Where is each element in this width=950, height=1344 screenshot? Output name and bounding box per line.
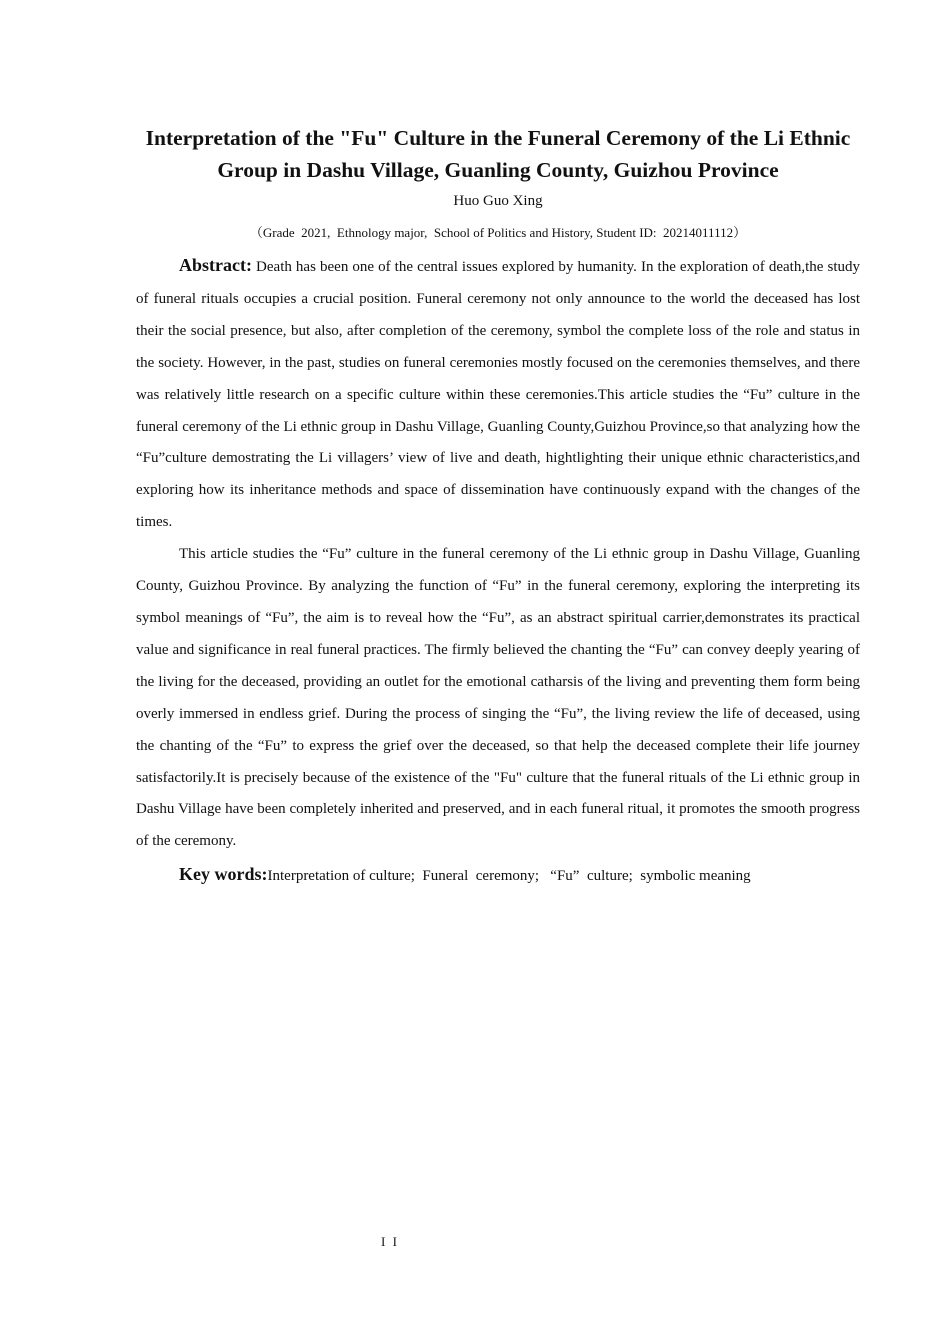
- abstract-label: Abstract:: [179, 255, 252, 275]
- paper-title: Interpretation of the "Fu" Culture in the Funeral Ceremony of the Li Ethnic Group in Dashu Village, Guanling County, Guizhou Province: [145, 126, 851, 182]
- keywords-text: Interpretation of culture; Funeral ceremony; “Fu” culture; symbolic meaning: [267, 868, 751, 885]
- abstract-section: [136, 250, 860, 892]
- abstract-paragraph-2: This article studies the “Fu” culture in the funeral ceremony of the Li ethnic group in Dashu Village, Guanling County, Guizhou Province. By analyzing the function of “Fu” in the funeral ceremony, exploring the interpreting its symbol meanings of “Fu”, the aim is to reveal how the “Fu”, as an abstract spiritual carrier,demonstrates its practical value and significance in real funeral practices. The firmly believed the chanting the “Fu” can convey deeply yearing of the living for the deceased, providing an outlet for the emotional catharsis of the living and preventing them form being overly immersed in endless grief. During the process of singing the “Fu”, the living review the life of deceased, using the chanting of the “Fu” to express the grief over the deceased, so that help the deceased complete their life journey satisfactorily.It is precisely because of the existence of the "Fu" culture that the funeral rituals of the Li ethnic group in Dashu Village have been completely inherited and preserved, and in each funeral ritual, it promotes the smooth progress of the ceremony.: [136, 546, 860, 850]
- author-affiliation: （Grade 2021, Ethnology major, School of Politics and History, Student ID: 20214011112）: [249, 225, 747, 240]
- abstract-paragraph-1: [136, 250, 860, 539]
- abstract-text-1: Death has been one of the central issues explored by humanity. In the exploration of death,the study of funeral rituals occupies a crucial position. Funeral ceremony not only announce to the world the deceased has lost their the social presence, but also, after completion of the ceremony, symbol the complete loss of the role and status in the society. However, in the past, studies on funeral ceremonies mostly focused on the ceremonies themselves, and there was relatively little research on a specific culture within these ceremonies.This article studies the “Fu” culture in the funeral ceremony of the Li ethnic group in Dashu Village, Guanling County,Guizhou Province,so that analyzing how the “Fu”culture demostrating the Li villagers’ view of live and death, hightlighting their unique ethnic characteristics,and exploring how its inheritance methods and space of dissemination have continuously expand with the changes of the times.: [136, 259, 860, 531]
- page-number: I I: [381, 1234, 399, 1249]
- keywords-line: [136, 858, 860, 892]
- author-name: Huo Guo Xing: [453, 193, 543, 209]
- keywords-label: Key words:: [179, 864, 268, 885]
